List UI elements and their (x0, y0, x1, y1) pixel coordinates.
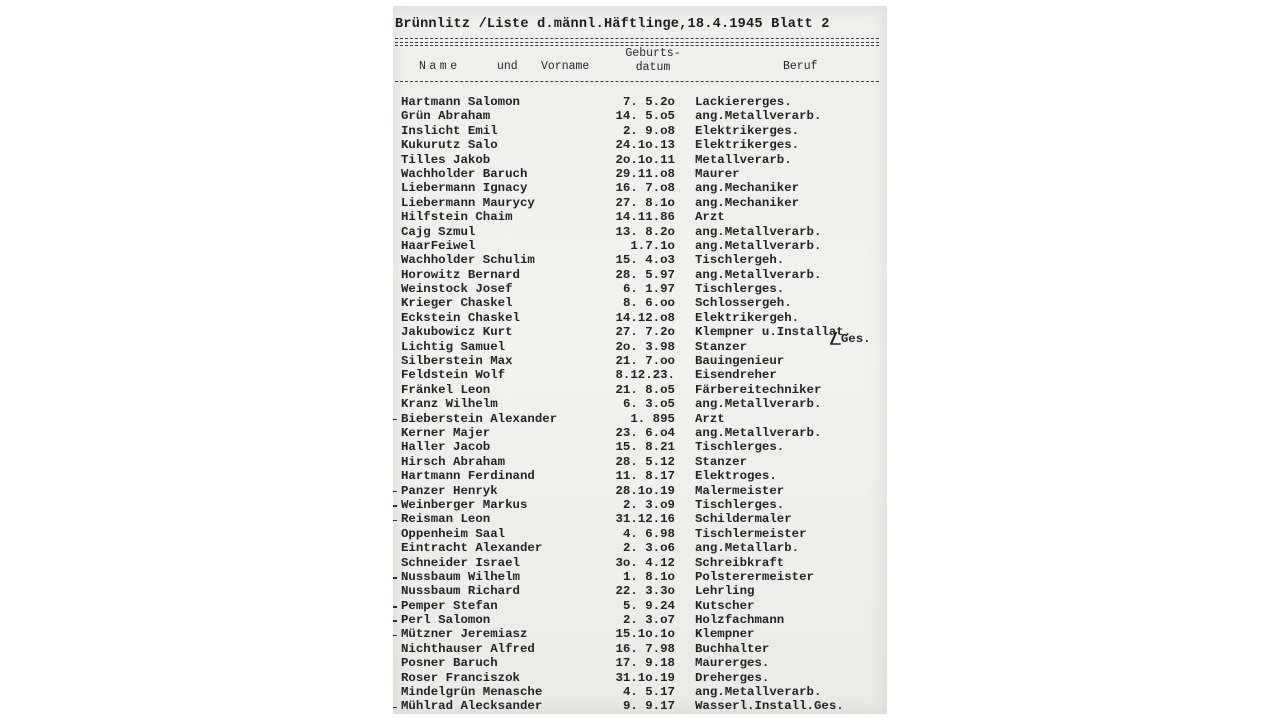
birth-date: 8.12.23. (615, 368, 675, 383)
person-name: Oppenheim Saal (401, 526, 506, 541)
list-item (393, 613, 887, 627)
birth-date: 2o.1o.11 (615, 152, 675, 167)
occupation: Malermeister (695, 483, 785, 498)
birth-date: 1. 8.1o (622, 569, 675, 584)
occupation: Elektrikerges. (695, 138, 800, 153)
person-name: Feldstein Wolf (401, 368, 506, 383)
list-item (393, 455, 887, 469)
list-item (393, 685, 887, 699)
list-item (393, 196, 887, 210)
list-item (393, 512, 887, 526)
birth-date: 15. 4.o3 (615, 253, 675, 268)
occupation: ang.Metallverarb. (695, 267, 822, 282)
list-item (393, 699, 887, 713)
margin-tick (393, 577, 397, 579)
birth-date: 16. 7.o8 (615, 181, 675, 196)
list-item (393, 253, 887, 267)
birth-date: 13. 8.2o (615, 224, 675, 239)
person-name: Eckstein Chaskel (401, 310, 520, 325)
divider (395, 42, 879, 43)
occupation: Tischlerges. (695, 282, 785, 297)
person-name: Haller Jacob (401, 440, 491, 455)
person-name: Reisman Leon (401, 512, 491, 527)
occupation: Bauingenieur (695, 354, 785, 369)
person-name: Hilfstein Chaim (401, 210, 513, 225)
list-item (393, 95, 887, 109)
occupation: Maurerges. (695, 656, 770, 671)
birth-date: 27. 7.2o (615, 325, 675, 340)
list-item (393, 397, 887, 411)
birth-date: 4. 6.98 (622, 526, 675, 541)
occupation: ang.Metallverarb. (695, 685, 822, 700)
occupation: ang.Metallarb. (695, 541, 800, 556)
birth-date: 29.11.o8 (615, 166, 675, 181)
occupation: Eisendreher (695, 368, 777, 383)
person-name: Inslicht Emil (401, 123, 498, 138)
occupation: Schreibkraft (695, 555, 785, 570)
person-name: Hartmann Salomon (401, 95, 520, 109)
margin-tick (393, 491, 397, 493)
birth-date: 5. 9.24 (622, 598, 675, 613)
birth-date: 31.12.16 (615, 512, 675, 527)
birth-date: 1.7.1o (630, 238, 675, 253)
person-name: Fränkel Leon (401, 382, 491, 397)
person-name: Silberstein Max (401, 354, 513, 369)
person-name: Jakubowicz Kurt (401, 325, 513, 340)
occupation: Lehrling (695, 584, 755, 599)
occupation: Wasserl.Install.Ges. (695, 699, 844, 714)
prisoner-list (393, 95, 887, 714)
list-item (393, 656, 887, 670)
list-item (393, 325, 887, 339)
person-name: Liebermann Ignacy (401, 181, 528, 196)
person-name: Schneider Israel (401, 555, 520, 570)
occupation: Kutscher (695, 598, 755, 613)
header-geburtsdatum: Geburts- datum (625, 47, 681, 74)
birth-date: 28. 5.97 (615, 267, 675, 282)
person-name: Kranz Wilhelm (401, 397, 498, 412)
occupation: Metallverarb. (695, 152, 792, 167)
list-item (393, 153, 887, 167)
birth-date: 24.1o.13 (615, 138, 675, 153)
margin-annotation: ⎳Ges. (830, 332, 871, 346)
birth-date: 2. 9.o8 (622, 123, 675, 138)
occupation: Stanzer (695, 339, 748, 354)
occupation: Buchhalter (695, 641, 770, 656)
birth-date: 31.1o.19 (615, 670, 675, 685)
occupation: ang.Metallverarb. (695, 425, 822, 440)
list-item (393, 469, 887, 483)
list-item (393, 584, 887, 598)
birth-date: 28. 5.12 (615, 454, 675, 469)
occupation: Elektroges. (695, 469, 777, 484)
birth-date: 2. 3.o9 (622, 497, 675, 512)
list-item (393, 440, 887, 454)
list-item (393, 340, 887, 354)
occupation: Polsterermeister (695, 569, 814, 584)
person-name: HaarFeiwel (401, 238, 476, 253)
birth-date: 15. 8.21 (615, 440, 675, 455)
birth-date: 22. 3.3o (615, 584, 675, 599)
birth-date: 21. 8.o5 (615, 382, 675, 397)
birth-date: 2. 3.o6 (622, 541, 675, 556)
person-name: Wachholder Baruch (401, 166, 528, 181)
person-name: Mühlrad Alecksander (401, 699, 543, 714)
header-vorname: Vorname (541, 60, 590, 73)
birth-date: 2. 3.o7 (622, 613, 675, 628)
margin-tick (393, 505, 397, 507)
person-name: Posner Baruch (401, 656, 498, 671)
person-name: Wachholder Schulim (401, 253, 535, 268)
occupation: Elektrikergeh. (695, 310, 800, 325)
person-name: Panzer Henryk (401, 483, 498, 498)
birth-date: 7. 5.2o (622, 95, 675, 109)
occupation: Klempner (695, 627, 755, 642)
person-name: Horowitz Bernard (401, 267, 520, 282)
occupation: ang.Mechaniker (695, 195, 800, 210)
person-name: Grün Abraham (401, 109, 491, 124)
person-name: Weinberger Markus (401, 497, 528, 512)
list-item (393, 181, 887, 195)
margin-tick (393, 635, 397, 637)
margin-tick (393, 419, 397, 421)
occupation: Schlossergeh. (695, 296, 792, 311)
birth-date: 14. 5.o5 (615, 109, 675, 124)
header-beruf: Beruf (783, 60, 818, 73)
list-item (393, 383, 887, 397)
margin-tick (393, 520, 397, 522)
person-name: Bieberstein Alexander (401, 411, 558, 426)
occupation: ang.Metallverarb. (695, 238, 822, 253)
list-item (393, 412, 887, 426)
list-item (393, 354, 887, 368)
person-name: Nichthauser Alfred (401, 641, 535, 656)
birth-date: 14.12.o8 (615, 310, 675, 325)
person-name: Tilles Jakob (401, 152, 491, 167)
occupation: Schildermaler (695, 512, 792, 527)
divider (395, 38, 879, 39)
birth-date: 2o. 3.98 (615, 339, 675, 354)
birth-date: 8. 6.oo (622, 296, 675, 311)
person-name: Roser Franciszok (401, 670, 520, 685)
person-name: Hirsch Abraham (401, 454, 506, 469)
person-name: Krieger Chaskel (401, 296, 513, 311)
document-page (393, 6, 887, 714)
list-item (393, 599, 887, 613)
list-item (393, 210, 887, 224)
person-name: Weinstock Josef (401, 282, 513, 297)
list-item (393, 570, 887, 584)
birth-date: 21. 7.oo (615, 354, 675, 369)
birth-date: 11. 8.17 (615, 469, 675, 484)
header-name: Name (419, 60, 461, 73)
document-title: Brünnlitz /Liste d.männl.Häftlinge,18.4.1945 Blatt 2 (395, 17, 830, 32)
person-name: Cajg Szmul (401, 224, 476, 239)
occupation: Klempner u.Installat. (695, 325, 852, 340)
birth-date: 9. 9.17 (622, 699, 675, 714)
birth-date: 27. 8.1o (615, 195, 675, 210)
list-item (393, 627, 887, 641)
occupation: ang.Mechaniker (695, 181, 800, 196)
occupation: Tischlergeh. (695, 253, 785, 268)
divider (395, 81, 879, 82)
occupation: Lackiererges. (695, 95, 792, 109)
list-item (393, 268, 887, 282)
occupation: Tischlerges. (695, 440, 785, 455)
list-item (393, 556, 887, 570)
occupation: Tischlerges. (695, 497, 785, 512)
birth-date: 15.1o.1o (615, 627, 675, 642)
list-item (393, 167, 887, 181)
birth-date: 16. 7.98 (615, 641, 675, 656)
list-item (393, 225, 887, 239)
occupation: Dreherges. (695, 670, 770, 685)
margin-tick (393, 620, 397, 622)
list-item (393, 296, 887, 310)
person-name: Kerner Majer (401, 425, 491, 440)
margin-tick (393, 606, 397, 608)
list-item (393, 138, 887, 152)
occupation: Elektrikerges. (695, 123, 800, 138)
person-name: Eintracht Alexander (401, 541, 543, 556)
birth-date: 6. 3.o5 (622, 397, 675, 412)
person-name: Nussbaum Richard (401, 584, 520, 599)
occupation: ang.Metallverarb. (695, 109, 822, 124)
list-item (393, 368, 887, 382)
list-item (393, 282, 887, 296)
birth-date: 3o. 4.12 (615, 555, 675, 570)
person-name: Mindelgrün Menasche (401, 685, 543, 700)
birth-date: 1. 895 (630, 411, 675, 426)
occupation: Färbereitechniker (695, 382, 822, 397)
occupation: ang.Metallverarb. (695, 397, 822, 412)
occupation: Holzfachmann (695, 613, 785, 628)
occupation: Arzt (695, 411, 725, 426)
list-item (393, 527, 887, 541)
list-item (393, 541, 887, 555)
person-name: Hartmann Ferdinand (401, 469, 535, 484)
person-name: Pemper Stefan (401, 598, 498, 613)
margin-tick (393, 707, 397, 709)
person-name: Mützner Jeremiasz (401, 627, 528, 642)
person-name: Kukurutz Salo (401, 138, 498, 153)
birth-date: 23. 6.o4 (615, 425, 675, 440)
list-item (393, 311, 887, 325)
person-name: Liebermann Maurycy (401, 195, 535, 210)
person-name: Perl Salomon (401, 613, 491, 628)
list-item (393, 124, 887, 138)
birth-date: 17. 9.18 (615, 656, 675, 671)
list-item (393, 109, 887, 123)
list-item (393, 239, 887, 253)
birth-date: 14.11.86 (615, 210, 675, 225)
list-item (393, 671, 887, 685)
person-name: Lichtig Samuel (401, 339, 506, 354)
occupation: Tischlermeister (695, 526, 807, 541)
header-und: und (497, 60, 518, 73)
list-item (393, 642, 887, 656)
list-item (393, 426, 887, 440)
list-item (393, 498, 887, 512)
occupation: Arzt (695, 210, 725, 225)
birth-date: 28.1o.19 (615, 483, 675, 498)
occupation: ang.Metallverarb. (695, 224, 822, 239)
divider (395, 45, 879, 46)
birth-date: 6. 1.97 (622, 282, 675, 297)
person-name: Nussbaum Wilhelm (401, 569, 520, 584)
occupation: Stanzer (695, 454, 748, 469)
occupation: Maurer (695, 166, 740, 181)
list-item (393, 484, 887, 498)
birth-date: 4. 5.17 (622, 685, 675, 700)
